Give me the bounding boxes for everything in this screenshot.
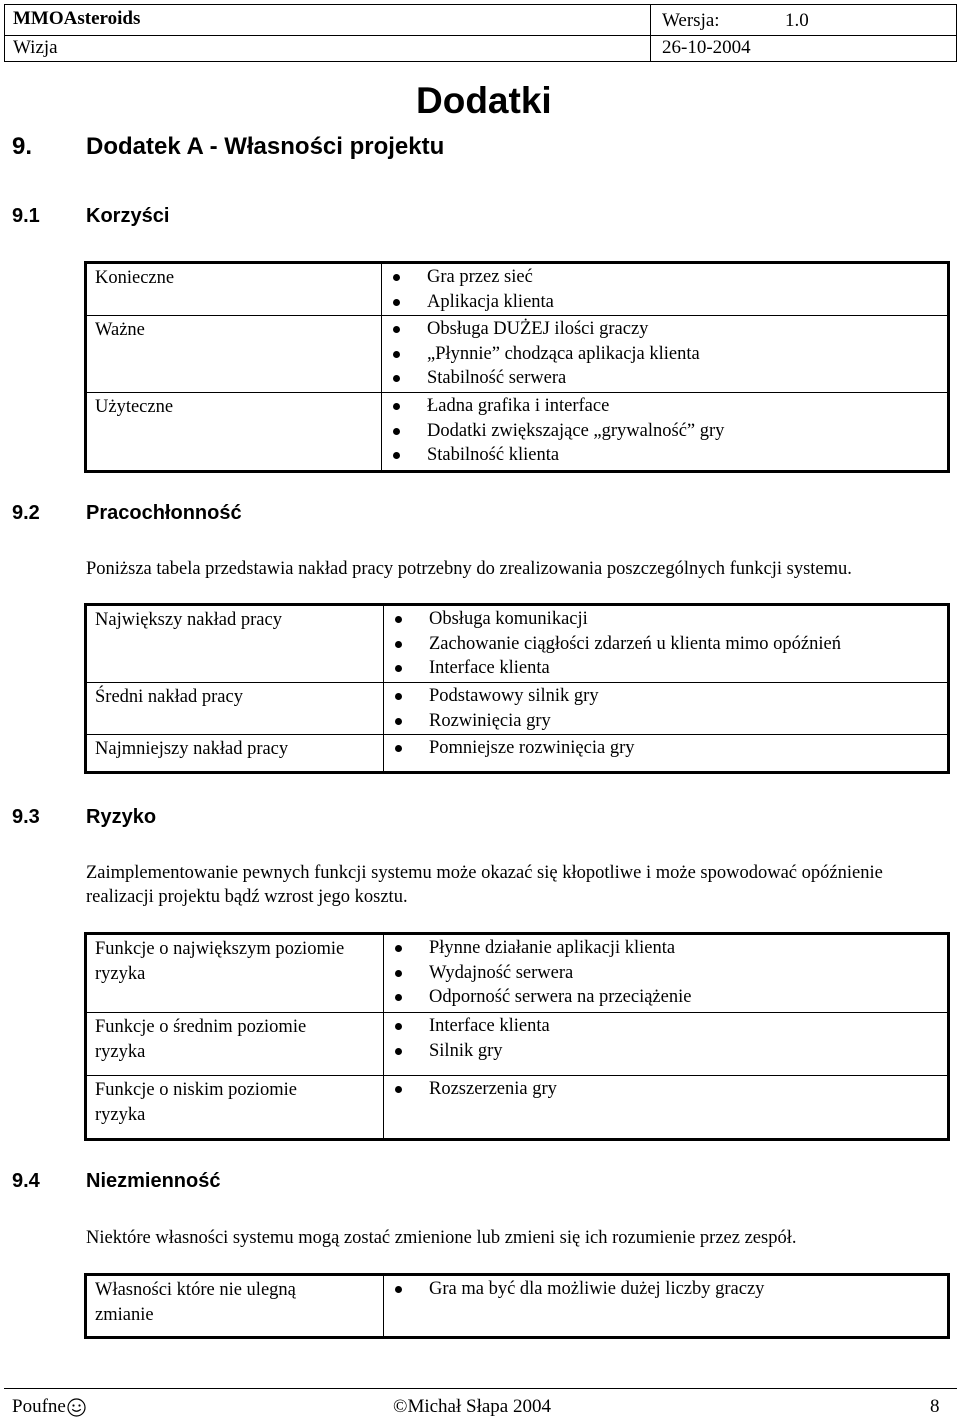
list-item: Obsługa komunikacji: [384, 607, 947, 632]
benefits-table: [84, 261, 950, 473]
row-label-line: ryzyka: [95, 963, 146, 984]
row-label-line: Funkcje o niskim poziomie: [95, 1080, 297, 1100]
list-item: Rozszerzenia gry: [384, 1077, 947, 1102]
row-label-line: Własności które nie ulegną: [95, 1280, 296, 1300]
table-row: [86, 263, 949, 316]
invariants-table: [84, 1273, 950, 1339]
row-label: Największy nakład pracy: [86, 605, 384, 683]
list-item: Wydajność serwera: [384, 961, 947, 986]
paragraph: Poniższa tabela przedstawia nakład pracy potrzebny do zrealizowania poszczególnych funkcji systemu.: [86, 559, 852, 579]
row-label: [86, 1076, 384, 1140]
list-item: Płynne działanie aplikacji klienta: [384, 936, 947, 961]
list-item: Obsługa DUŻEJ ilości graczy: [382, 317, 947, 342]
footer-author: Michał Słapa 2004: [407, 1396, 551, 1417]
smiley-icon: [67, 1398, 86, 1417]
row-items: [384, 1013, 949, 1076]
list-item: Stabilność serwera: [382, 366, 947, 391]
row-items: [384, 1076, 949, 1140]
workload-table: [84, 603, 950, 774]
paragraph-line: realizacji projektu bądź wzrost jego kosztu.: [86, 887, 408, 907]
subsection-title: Niezmienność: [86, 1170, 221, 1192]
row-label: Najmniejszy nakład pracy: [86, 735, 384, 773]
table-row: [86, 393, 949, 472]
table-row: [86, 934, 949, 1013]
table-row: [86, 1076, 949, 1140]
list-item: Zachowanie ciągłości zdarzeń u klienta mimo opóźnień: [384, 632, 947, 657]
table-row: [86, 1275, 949, 1338]
paragraph: Niektóre własności systemu mogą zostać zmienione lub zmieni się ich rozumienie przez zespół.: [86, 1228, 797, 1248]
subsection-title: Ryzyko: [86, 806, 157, 828]
row-label-line: zmianie: [95, 1304, 154, 1325]
list-item: Silnik gry: [384, 1039, 947, 1064]
copyright-icon: ©: [393, 1396, 408, 1417]
list-item: Pomniejsze rozwinięcia gry: [384, 736, 947, 761]
list-item: Ładna grafika i interface: [382, 394, 947, 419]
table-row: [86, 1013, 949, 1076]
subsection-number: 9.1: [12, 205, 40, 227]
risk-table: [84, 932, 950, 1141]
row-label-line: Funkcje o średnim poziomie: [95, 1017, 307, 1037]
list-item: Interface klienta: [384, 1014, 947, 1039]
table-row: [86, 735, 949, 773]
subsection-title: Pracochłonność: [86, 502, 242, 524]
row-label-line: ryzyka: [95, 1104, 146, 1125]
row-items: [382, 263, 949, 316]
page-number: 8: [930, 1396, 940, 1417]
row-label-line: ryzyka: [95, 1041, 146, 1062]
row-items: [384, 683, 949, 735]
header-document-name: Wizja: [13, 37, 58, 58]
row-label: [86, 934, 384, 1013]
header-project-name: MMOAsteroids: [13, 8, 141, 29]
footer-confidential: [12, 1396, 86, 1418]
row-items: [384, 934, 949, 1013]
row-items: [382, 316, 949, 393]
row-label-line: Funkcje o największym poziomie: [95, 939, 345, 959]
row-items: [382, 393, 949, 472]
paragraph-line: Zaimplementowanie pewnych funkcji systemu może okazać się kłopotliwe i może spowodować opóźnienie: [86, 863, 883, 883]
list-item: Interface klienta: [384, 656, 947, 681]
section-number: 9.: [12, 133, 33, 160]
list-item: Odporność serwera na przeciążenie: [384, 985, 947, 1010]
row-label: [86, 1275, 384, 1338]
footer-copyright: [393, 1396, 551, 1418]
header-divider: [650, 5, 651, 61]
row-items: [384, 605, 949, 683]
row-label: Użyteczne: [86, 393, 382, 472]
row-label: [86, 1013, 384, 1076]
subsection-number: 9.2: [12, 502, 40, 524]
row-items: [384, 1275, 949, 1338]
table-row: [86, 605, 949, 683]
list-item: Podstawowy silnik gry: [384, 684, 947, 709]
subsection-number: 9.3: [12, 806, 40, 828]
list-item: Dodatki zwiększające „grywalność” gry: [382, 419, 947, 444]
subsection-title: Korzyści: [86, 205, 170, 227]
list-item: Gra ma być dla możliwie dużej liczby graczy: [384, 1277, 947, 1302]
table-row: [86, 683, 949, 735]
footer-confidential-text: Poufne: [12, 1396, 66, 1417]
header-version-value: 1.0: [785, 10, 809, 31]
list-item: Aplikacja klienta: [382, 290, 947, 315]
document-header: [4, 4, 957, 62]
header-divider: [5, 35, 956, 36]
list-item: Stabilność klienta: [382, 443, 947, 468]
section-title: Dodatek A - Własności projektu: [86, 133, 445, 160]
footer-divider: [4, 1388, 957, 1389]
row-label: Konieczne: [86, 263, 382, 316]
list-item: „Płynnie” chodząca aplikacja klienta: [382, 342, 947, 367]
row-items: [384, 735, 949, 773]
row-label: Średni nakład pracy: [86, 683, 384, 735]
row-label: Ważne: [86, 316, 382, 393]
table-row: [86, 316, 949, 393]
subsection-number: 9.4: [12, 1170, 40, 1192]
list-item: Rozwinięcia gry: [384, 709, 947, 734]
header-date: 26-10-2004: [662, 37, 751, 58]
list-item: Gra przez sieć: [382, 265, 947, 290]
page-title: Dodatki: [416, 80, 552, 121]
header-version-label: Wersja:: [662, 10, 720, 31]
